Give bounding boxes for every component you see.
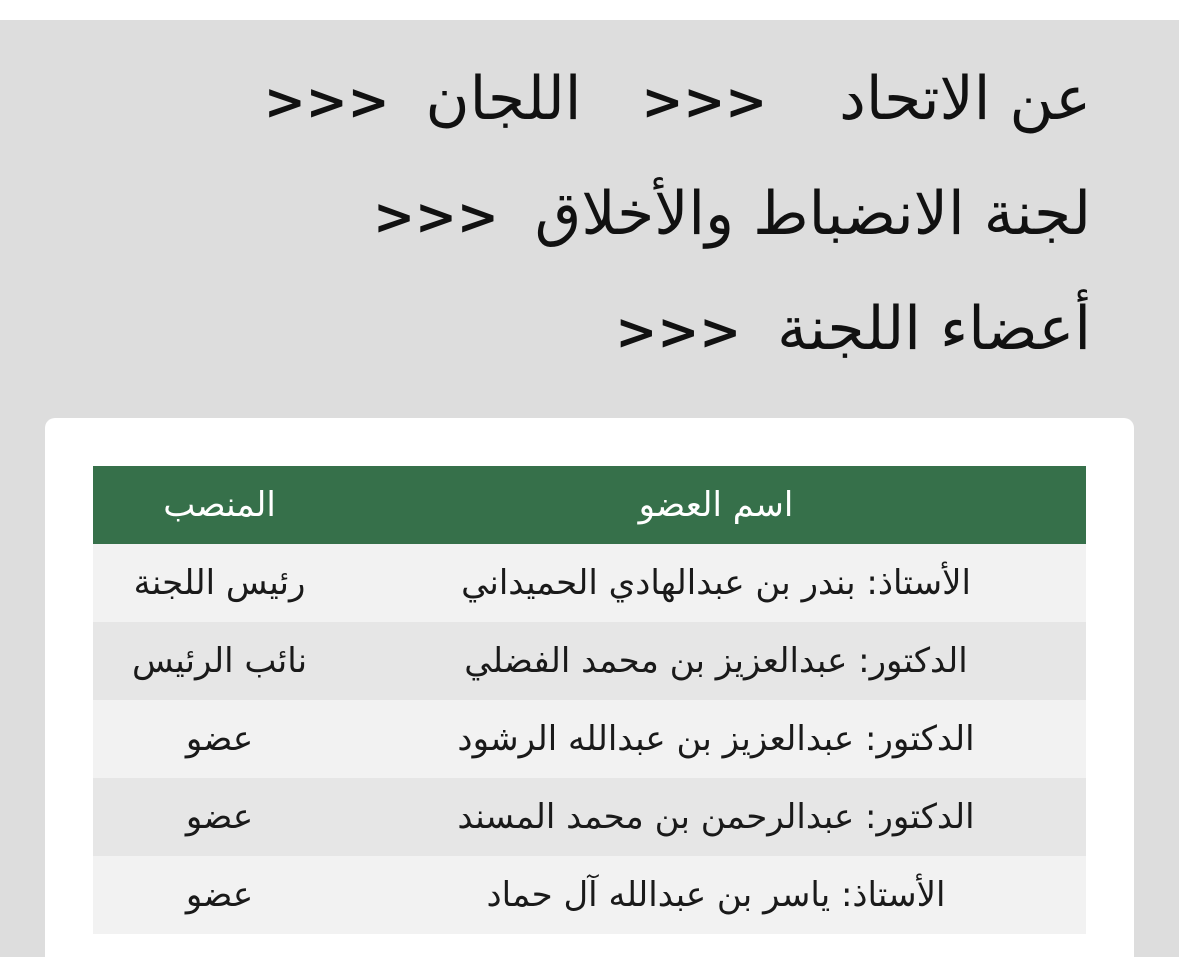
member-role-cell: نائب الرئيس bbox=[131, 641, 308, 681]
breadcrumb-separator: >>> bbox=[373, 188, 499, 246]
member-role-cell: عضو bbox=[185, 719, 254, 759]
member-role-cell: عضو bbox=[185, 797, 254, 837]
breadcrumb-line-2 bbox=[91, 157, 1091, 272]
top-strip bbox=[0, 0, 1179, 20]
breadcrumb bbox=[91, 42, 1091, 387]
members-card bbox=[45, 418, 1134, 978]
table-row bbox=[93, 778, 1086, 856]
breadcrumb-discipline-committee[interactable]: لجنة الانضباط والأخلاق bbox=[534, 179, 1091, 249]
header-member-name: اسم العضو bbox=[346, 466, 1086, 544]
breadcrumb-separator: >>> bbox=[641, 73, 768, 131]
member-role-cell: رئيس اللجنة bbox=[133, 563, 306, 603]
table-header-row bbox=[93, 466, 1086, 544]
breadcrumb-about-union[interactable]: عن الاتحاد bbox=[839, 64, 1091, 134]
breadcrumb-committees[interactable]: اللجان bbox=[425, 64, 582, 134]
breadcrumb-line-1 bbox=[91, 42, 1091, 157]
breadcrumb-separator: >>> bbox=[263, 73, 390, 131]
header-position: المنصب bbox=[93, 466, 346, 544]
member-role-cell: عضو bbox=[185, 875, 254, 915]
breadcrumb-separator: >>> bbox=[615, 303, 742, 361]
table-row bbox=[93, 856, 1086, 934]
member-name-cell: الدكتور: عبدالعزيز بن عبدالله الرشود bbox=[457, 719, 975, 759]
member-name-cell: الدكتور: عبدالرحمن بن محمد المسند bbox=[457, 797, 975, 837]
table-row bbox=[93, 622, 1086, 700]
members-table bbox=[93, 466, 1086, 934]
table-row bbox=[93, 544, 1086, 622]
breadcrumb-line-3 bbox=[91, 272, 1091, 387]
member-name-cell: الأستاذ: ياسر بن عبدالله آل حماد bbox=[486, 875, 946, 915]
table-row bbox=[93, 700, 1086, 778]
member-name-cell: الدكتور: عبدالعزيز بن محمد الفضلي bbox=[464, 641, 968, 681]
member-name-cell: الأستاذ: بندر بن عبدالهادي الحميداني bbox=[461, 563, 971, 603]
breadcrumb-committee-members[interactable]: أعضاء اللجنة bbox=[777, 294, 1091, 364]
